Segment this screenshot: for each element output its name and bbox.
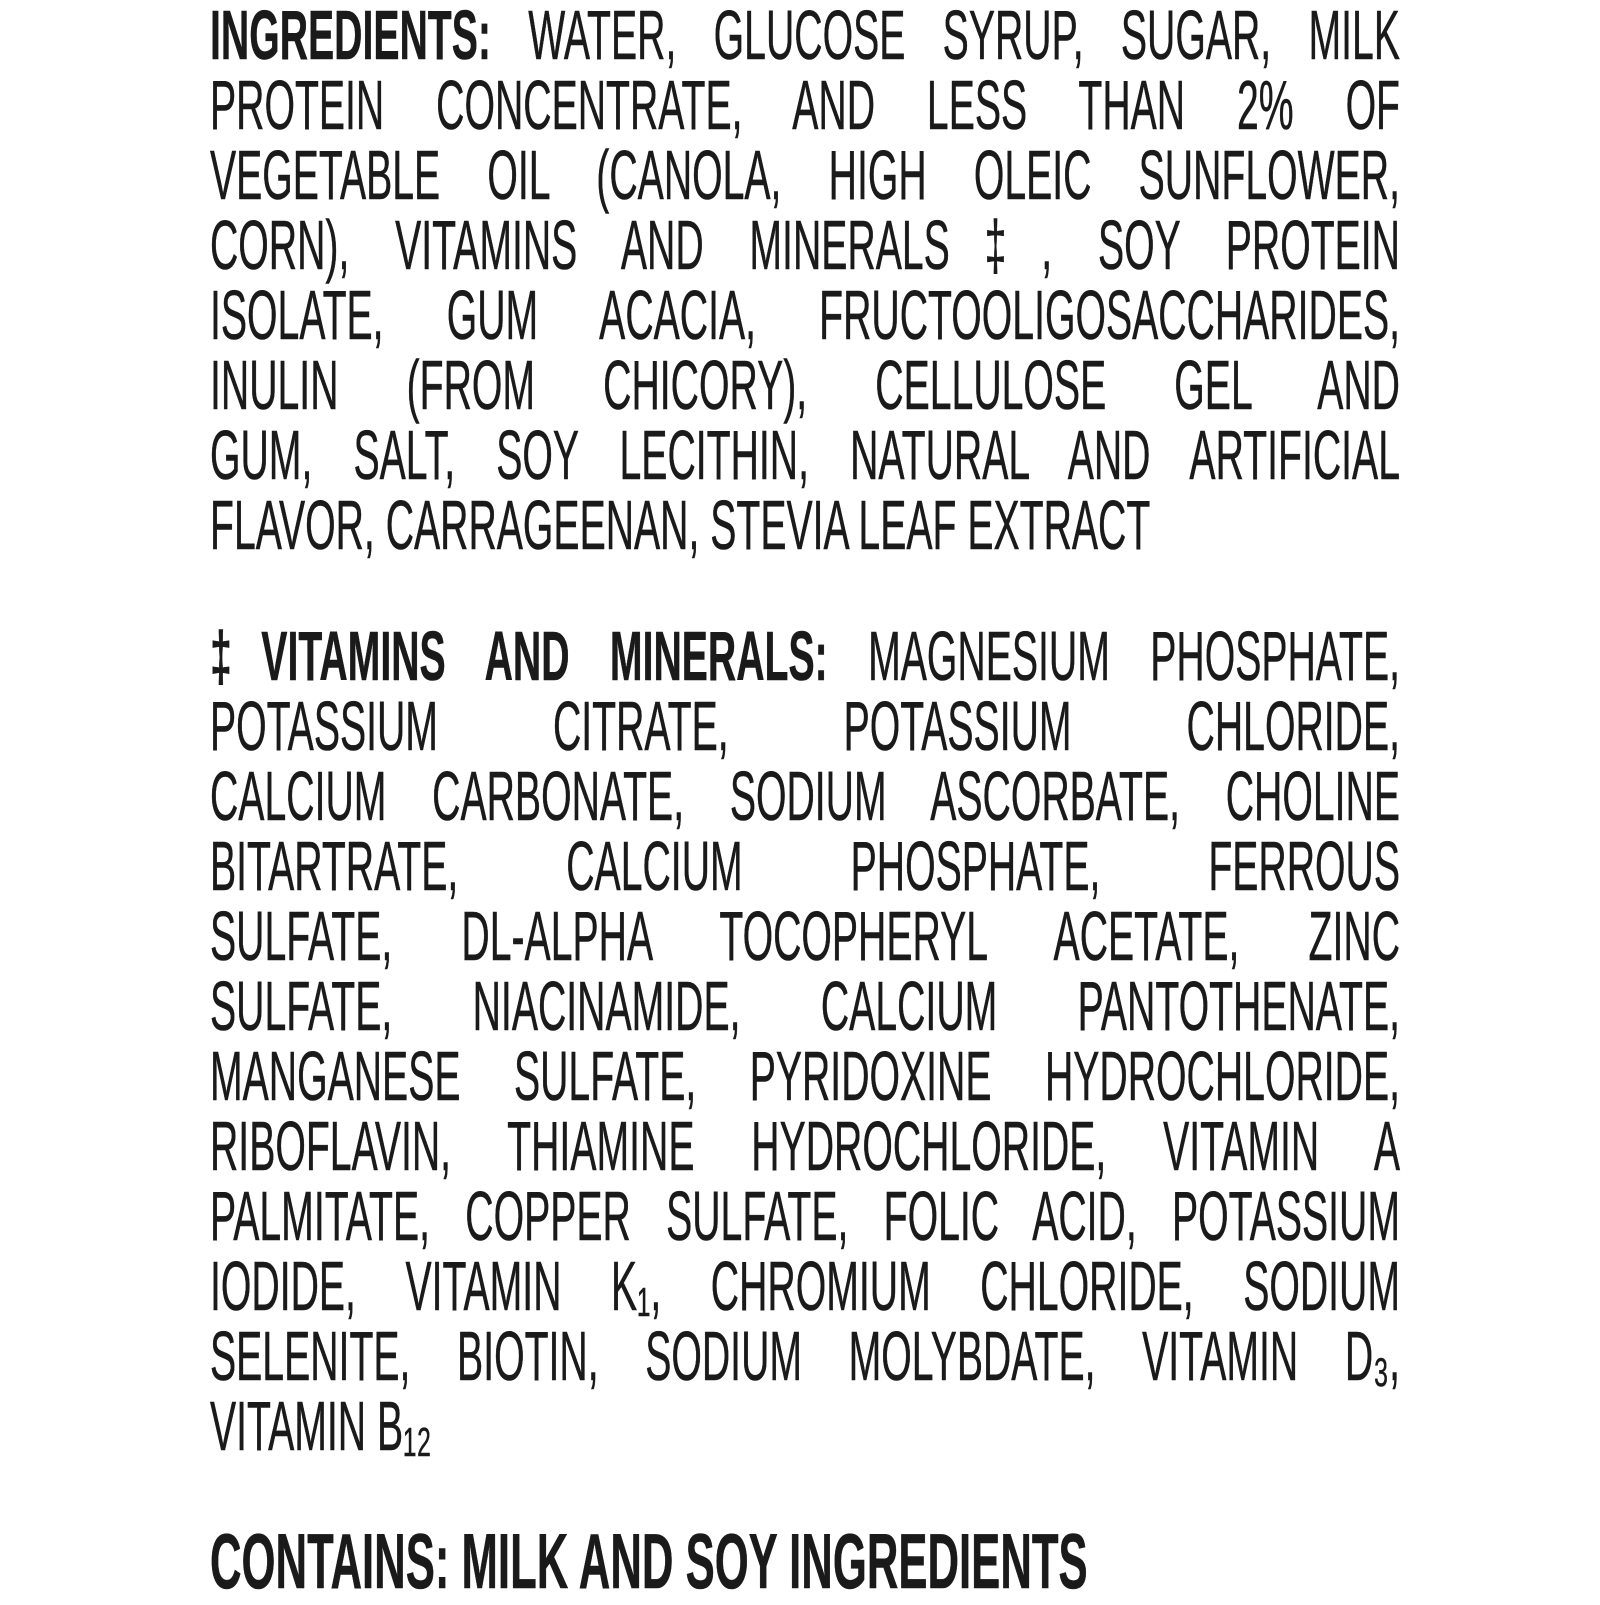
vitamins-line: POTASSIUM CITRATE, POTASSIUM CHLORIDE, bbox=[210, 687, 1400, 765]
vitamins-heading: ‡VITAMINS AND MINERALS: bbox=[210, 617, 828, 695]
ingredients-line: FLAVOR, CARRAGEENAN, STEVIA LEAF EXTRACT bbox=[210, 486, 1151, 564]
vitamins-line: RIBOFLAVIN, THIAMINE HYDROCHLORIDE, VITAMIN A bbox=[210, 1107, 1400, 1185]
ingredients-heading: INGREDIENTS: bbox=[210, 0, 491, 74]
vitamins-line: SELENITE, BIOTIN, SODIUM MOLYBDATE, VITAMIN D₃, bbox=[210, 1317, 1400, 1395]
ingredients-paragraph bbox=[210, 0, 1401, 564]
vitamins-line: VITAMIN B₁₂ bbox=[210, 1387, 432, 1465]
ingredients-line: CORN), VITAMINS AND MINERALS‡, SOY PROTEIN bbox=[210, 206, 1400, 284]
vitamins-line: IODIDE, VITAMIN K₁, CHROMIUM CHLORIDE, SODIUM bbox=[210, 1247, 1400, 1325]
ingredients-line: ISOLATE, GUM ACACIA, FRUCTOOLIGOSACCHARIDES, bbox=[210, 276, 1400, 354]
ingredients-line bbox=[210, 0, 1401, 74]
vitamins-line: SULFATE, DL-ALPHA TOCOPHERYL ACETATE, ZINC bbox=[210, 897, 1400, 975]
vitamins-paragraph bbox=[210, 617, 1401, 1465]
vitamins-line: SULFATE, NIACINAMIDE, CALCIUM PANTOTHENATE, bbox=[210, 967, 1400, 1045]
ingredients-line: INULIN (FROM CHICORY), CELLULOSE GEL AND bbox=[210, 346, 1400, 424]
product-ingredients-label bbox=[210, 0, 1400, 1604]
vitamins-line: PALMITATE, COPPER SULFATE, FOLIC ACID, POTASSIUM bbox=[210, 1177, 1400, 1255]
ingredients-line: VEGETABLE OIL (CANOLA, HIGH OLEIC SUNFLOWER, bbox=[210, 136, 1400, 214]
vitamins-line: CALCIUM CARBONATE, SODIUM ASCORBATE, CHOLINE bbox=[210, 757, 1400, 835]
vitamins-line-text: MAGNESIUM PHOSPHATE, bbox=[868, 617, 1401, 695]
ingredients-line: GUM, SALT, SOY LECITHIN, NATURAL AND ARTIFICIAL bbox=[210, 416, 1400, 494]
ingredients-line: PROTEIN CONCENTRATE, AND LESS THAN 2% OF bbox=[210, 66, 1400, 144]
vitamins-line bbox=[210, 617, 1401, 695]
ingredients-line-text: WATER, GLUCOSE SYRUP, SUGAR, MILK bbox=[528, 0, 1401, 74]
vitamins-line: BITARTRATE, CALCIUM PHOSPHATE, FERROUS bbox=[210, 827, 1400, 905]
vitamins-line: MANGANESE SULFATE, PYRIDOXINE HYDROCHLORIDE, bbox=[210, 1037, 1400, 1115]
allergen-statement: CONTAINS: MILK AND SOY INGREDIENTS bbox=[210, 1517, 1088, 1605]
